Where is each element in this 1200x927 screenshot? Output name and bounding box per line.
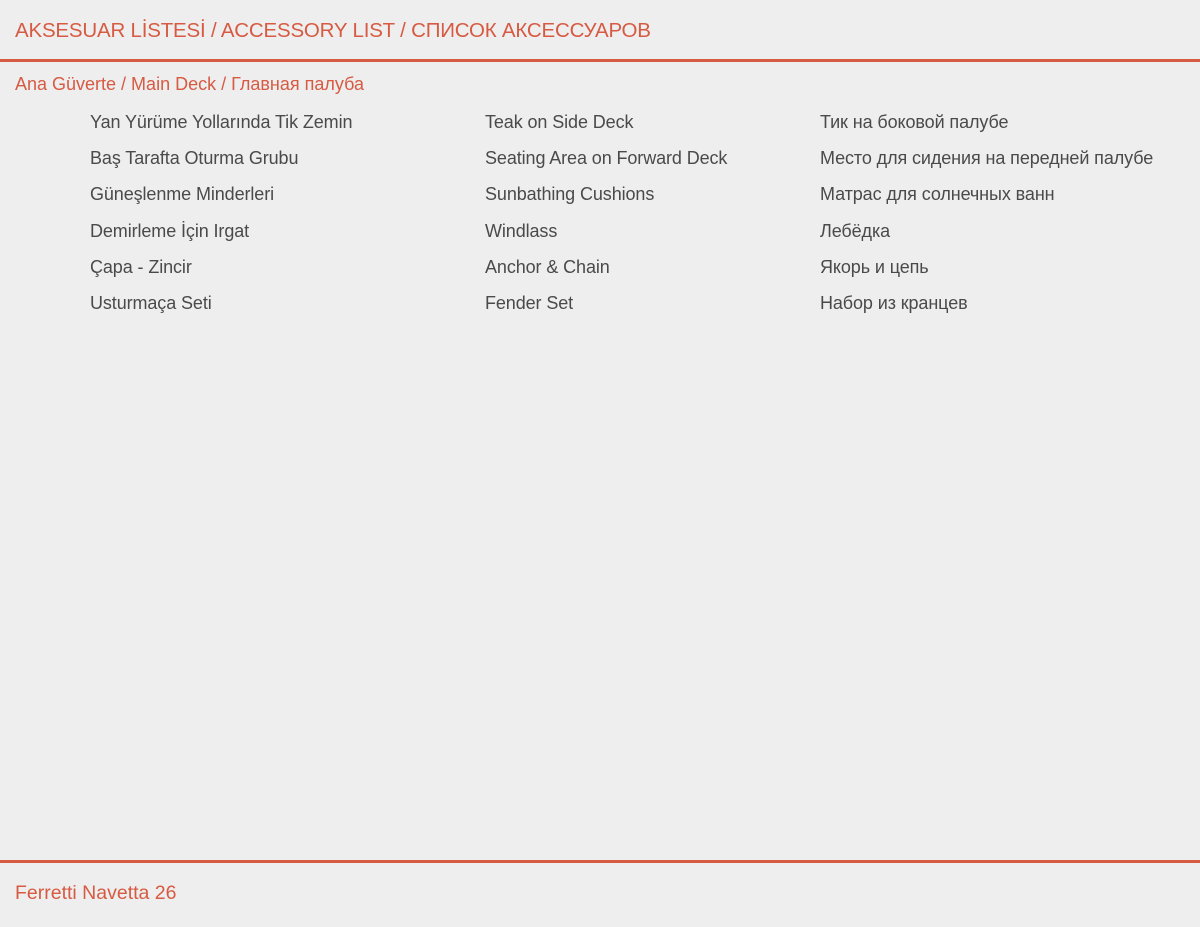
section-title-main-deck: Ana Güverte / Main Deck / Главная палуба (15, 74, 364, 94)
table-row (90, 249, 1200, 285)
accessory-item-ru: Лебёдка (820, 220, 891, 241)
table-row (90, 285, 1200, 321)
accessory-item-ru: Тик на боковой палубе (820, 111, 1009, 132)
accessory-item-ru: Набор из кранцев (820, 293, 968, 314)
accessory-item-tr: Demirleme İçin Irgat (90, 220, 250, 241)
accessory-item-tr: Çapa - Zincir (90, 256, 192, 277)
accessory-item-ru: Якорь и цепь (820, 256, 929, 277)
header-divider-line (0, 59, 1200, 62)
accessory-item-tr: Yan Yürüme Yollarında Tik Zemin (90, 111, 353, 132)
accessory-list (90, 104, 1200, 322)
footer-divider-line (0, 860, 1200, 863)
table-row (90, 177, 1200, 213)
accessory-item-tr: Usturmaça Seti (90, 293, 212, 314)
table-row (90, 213, 1200, 249)
footer-model-name: Ferretti Navetta 26 (15, 882, 177, 904)
table-row (90, 140, 1200, 176)
page-title: AKSESUAR LİSTESİ / ACCESSORY LIST / СПИСОК АКСЕССУАРОВ (15, 19, 651, 42)
accessory-item-en: Fender Set (485, 293, 574, 314)
accessory-item-tr: Güneşlenme Minderleri (90, 184, 274, 205)
accessory-item-tr: Baş Tarafta Oturma Grubu (90, 147, 299, 168)
accessory-item-ru: Матрас для солнечных ванн (820, 184, 1055, 205)
accessory-item-en: Seating Area on Forward Deck (485, 147, 728, 168)
accessory-item-en: Teak on Side Deck (485, 111, 634, 132)
accessory-item-ru: Место для сидения на передней палубе (820, 147, 1154, 168)
accessory-item-en: Windlass (485, 220, 558, 241)
accessory-item-en: Sunbathing Cushions (485, 184, 655, 205)
accessory-item-en: Anchor & Chain (485, 256, 610, 277)
table-row (90, 104, 1200, 140)
